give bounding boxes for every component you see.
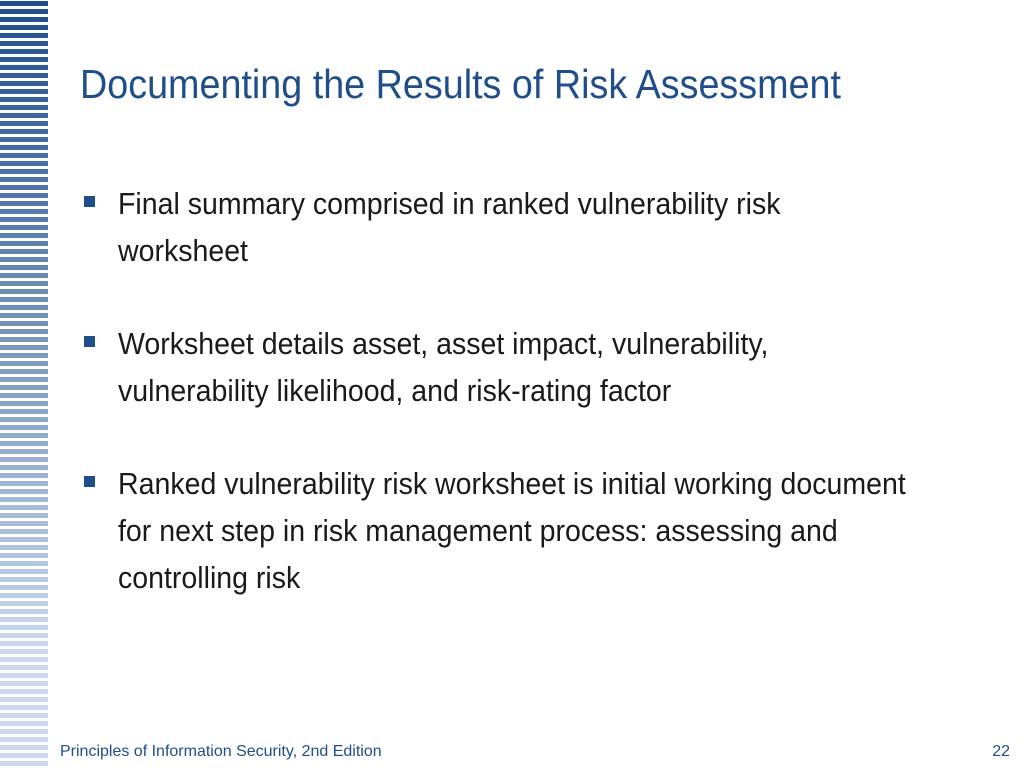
stripe-band <box>0 633 48 638</box>
stripe-band <box>0 9 48 14</box>
stripe-band <box>0 153 48 158</box>
square-bullet-icon <box>84 336 95 347</box>
stripe-band <box>0 337 48 342</box>
stripe-band <box>0 25 48 30</box>
stripe-band <box>0 97 48 102</box>
stripe-band <box>0 249 48 254</box>
stripe-band <box>0 377 48 382</box>
stripe-band <box>0 577 48 582</box>
stripe-band <box>0 193 48 198</box>
stripe-band <box>0 545 48 550</box>
decorative-stripe-bar <box>0 0 52 768</box>
stripe-band <box>0 169 48 174</box>
stripe-band <box>0 201 48 206</box>
stripe-band <box>0 313 48 318</box>
stripe-band <box>0 553 48 558</box>
stripe-band <box>0 65 48 70</box>
square-bullet-icon <box>84 196 95 207</box>
stripe-band <box>0 265 48 270</box>
stripe-band <box>0 17 48 22</box>
stripe-band <box>0 729 48 734</box>
stripe-band <box>0 537 48 542</box>
square-bullet-icon <box>84 476 95 487</box>
stripe-band <box>0 657 48 662</box>
stripe-band <box>0 721 48 726</box>
stripe-band <box>0 745 48 750</box>
stripe-band <box>0 401 48 406</box>
stripe-band <box>0 529 48 534</box>
stripe-band <box>0 361 48 366</box>
stripe-band <box>0 465 48 470</box>
stripe-band <box>0 185 48 190</box>
stripe-band <box>0 281 48 286</box>
stripe-band <box>0 569 48 574</box>
stripe-band <box>0 241 48 246</box>
stripe-band <box>0 449 48 454</box>
stripe-band <box>0 409 48 414</box>
stripe-band <box>0 305 48 310</box>
stripe-band <box>0 129 48 134</box>
stripe-band <box>0 481 48 486</box>
stripe-band <box>0 625 48 630</box>
stripe-band <box>0 673 48 678</box>
stripe-band <box>0 393 48 398</box>
stripe-band <box>0 49 48 54</box>
stripe-band <box>0 561 48 566</box>
stripe-band <box>0 137 48 142</box>
stripe-band <box>0 457 48 462</box>
stripe-band <box>0 505 48 510</box>
bullet-item <box>80 180 940 274</box>
stripe-band <box>0 433 48 438</box>
stripe-band <box>0 257 48 262</box>
stripe-band <box>0 385 48 390</box>
stripe-band <box>0 617 48 622</box>
stripe-band <box>0 649 48 654</box>
stripe-band <box>0 425 48 430</box>
stripe-band <box>0 329 48 334</box>
stripe-band <box>0 353 48 358</box>
stripe-band <box>0 161 48 166</box>
stripe-band <box>0 713 48 718</box>
stripe-band <box>0 369 48 374</box>
stripe-band <box>0 473 48 478</box>
stripe-band <box>0 521 48 526</box>
stripe-band <box>0 225 48 230</box>
stripe-band <box>0 697 48 702</box>
stripe-band <box>0 441 48 446</box>
stripe-band <box>0 601 48 606</box>
stripe-band <box>0 585 48 590</box>
stripe-band <box>0 737 48 742</box>
stripe-band <box>0 89 48 94</box>
stripe-band <box>0 641 48 646</box>
stripe-band <box>0 489 48 494</box>
bullet-list <box>80 180 940 647</box>
stripe-band <box>0 289 48 294</box>
bullet-item <box>80 320 940 414</box>
stripe-band <box>0 177 48 182</box>
bullet-text: Ranked vulnerability risk worksheet is initial working document for next step in risk management process: assessing and controlling risk <box>118 466 906 595</box>
stripe-band <box>0 705 48 710</box>
stripe-band <box>0 689 48 694</box>
stripe-band <box>0 33 48 38</box>
stripe-band <box>0 297 48 302</box>
stripe-band <box>0 145 48 150</box>
stripe-band <box>0 761 48 766</box>
stripe-band <box>0 417 48 422</box>
slide-title: Documenting the Results of Risk Assessment <box>80 61 842 107</box>
stripe-band <box>0 217 48 222</box>
bullet-item <box>80 460 940 601</box>
stripe-band <box>0 497 48 502</box>
bullet-text: Worksheet details asset, asset impact, vulnerability, vulnerability likelihood, and risk-rating factor <box>118 326 769 408</box>
stripe-band <box>0 273 48 278</box>
stripe-band <box>0 121 48 126</box>
stripe-band <box>0 753 48 758</box>
stripe-band <box>0 513 48 518</box>
stripe-band <box>0 345 48 350</box>
footer-course-title: Principles of Information Security, 2nd Edition <box>60 743 382 760</box>
stripe-band <box>0 41 48 46</box>
page-number: 22 <box>992 743 1010 760</box>
stripe-band <box>0 81 48 86</box>
stripe-band <box>0 233 48 238</box>
stripe-band <box>0 665 48 670</box>
stripe-band <box>0 681 48 686</box>
stripe-band <box>0 105 48 110</box>
stripe-band <box>0 73 48 78</box>
stripe-band <box>0 1 48 6</box>
stripe-band <box>0 321 48 326</box>
bullet-text: Final summary comprised in ranked vulnerability risk worksheet <box>118 186 781 268</box>
stripe-band <box>0 57 48 62</box>
stripe-band <box>0 113 48 118</box>
stripe-band <box>0 593 48 598</box>
stripe-band <box>0 209 48 214</box>
stripe-band <box>0 609 48 614</box>
